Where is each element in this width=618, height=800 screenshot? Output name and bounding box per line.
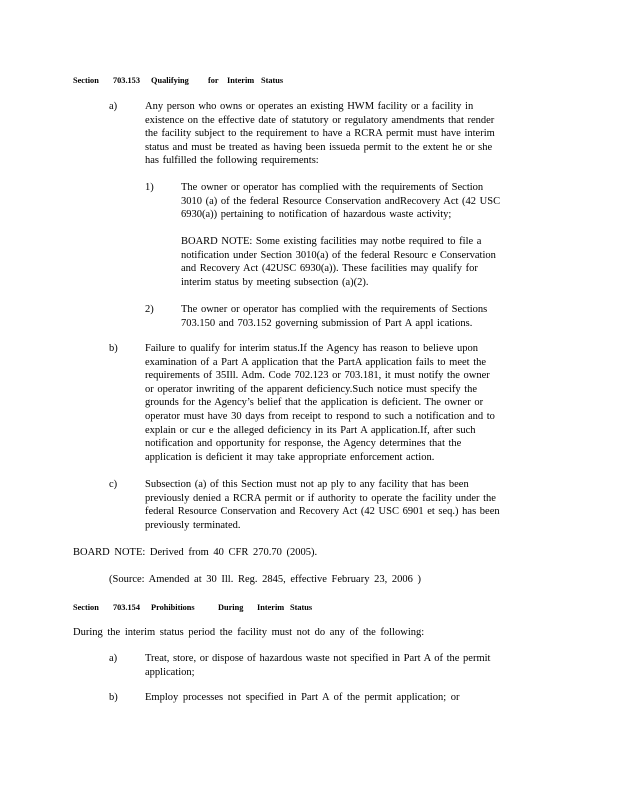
text-line: status and must be treated as having been issueda permit to the extent he or she [145,141,493,153]
text-line: grounds for the Agency’s belief that the application is deficient. The owner or [145,397,484,409]
subsection-154-a-text [145,652,523,679]
text-line: 703.150 and 703.152 governing submission of Part A appl ications. [181,317,473,329]
text-line: existence on the effective date of statutory or regulatory amendments that render [145,114,495,126]
text-line: notification under Section 3010(a) of the federal Resourc e Conservation [181,249,496,261]
board-note-derived: BOARD NOTE: Derived from 40 CFR 270.70 (2005). [73,547,318,558]
item-1-text [181,181,527,222]
section-title-word: Status [261,76,284,85]
subsection-a-text [145,100,527,168]
section-heading-703-153 [73,74,283,88]
subsection-b-text [145,342,530,464]
text-line: Failure to qualify for interim status.If the Agency has reason to believe upon [145,343,479,354]
text-line: application; [145,666,195,678]
text-line: previously terminated. [145,519,241,531]
item-label-2: 2) [145,304,154,315]
section-title-word: Qualifying [151,76,189,85]
text-line: Any person who owns or operates an existing HWM facility or a facility in [145,101,474,112]
text-line: federal Resource Conservation and Recovery Act (42 USC 6901 et seq.) has been [145,506,500,518]
text-line: or operator inwriting of the apparent deficiency.Such notice must specify the [145,383,478,395]
text-line: the facility subject to the requirement to have a RCRA permit must have interim [145,128,495,140]
text-line: previously denied a RCRA permit or if authority to operate the facility under the [145,492,496,504]
section-title-word: Interim [227,76,255,85]
section-number: 703.153 [113,76,140,85]
section-word: Section [73,76,99,85]
source-note: (Source: Amended at 30 Ill. Reg. 2845, effective February 23, 2006 ) [109,574,421,585]
text-line: requirements of 35Ill. Adm. Code 702.123 or 703.181, it must notify the owner [145,370,490,382]
section-title-word: Interim [257,603,285,612]
text-line: has fulfilled the following requirements: [145,155,319,167]
text-line: operator must have 30 days from receipt to respond to such a notification and to [145,410,495,422]
section-word: Section [73,603,99,612]
subsection-c-text [145,478,534,532]
text-line: The owner or operator has complied with the requirements of Section [181,182,484,193]
section-title-word: Prohibitions [151,603,195,612]
subsection-label-c: c) [109,479,118,490]
text-line: The owner or operator has complied with the requirements of Sections [181,304,488,315]
subsection-154-b-text: Employ processes not specified in Part A of the permit application; or [145,692,460,703]
text-line: Treat, store, or dispose of hazardous waste not specified in Part A of the permit [145,653,491,664]
section-title-word: Status [290,603,313,612]
subsection-label-b: b) [109,343,118,354]
text-line: application is deficient it may take appropriate enforcement action. [145,451,435,463]
section-title-word: for [208,76,219,85]
text-line: explain or cur e the alleged deficiency in its Part A application.If, after such [145,424,476,436]
section-title-word: During [218,603,244,612]
text-line: notification and opportunity for response, the Agency determines that the [145,438,462,450]
section-154-intro: During the interim status period the facility must not do any of the following: [73,627,425,638]
text-line: and Recovery Act (42USC 6930(a)). These facilities may qualify for [181,263,478,275]
text-line: interim status by meeting subsection (a)(2). [181,276,369,288]
subsection-label-154-a: a) [109,653,118,664]
text-line: examination of a Part A application that the PartA application fails to meet the [145,356,487,368]
section-heading-703-154 [73,601,312,615]
section-number: 703.154 [113,603,140,612]
board-note-text [181,235,527,289]
text-line: 3010 (a) of the federal Resource Conservation andRecovery Act (42 USC [181,195,501,207]
subsection-label-a: a) [109,101,118,112]
text-line: Subsection (a) of this Section must not ap ply to any facility that has been [145,479,469,490]
text-line: BOARD NOTE: Some existing facilities may notbe required to file a [181,236,482,247]
item-2-text [181,303,527,330]
subsection-label-154-b: b) [109,692,118,703]
text-line: 6930(a)) pertaining to notification of hazardous waste activity; [181,209,452,221]
item-label-1: 1) [145,182,154,193]
